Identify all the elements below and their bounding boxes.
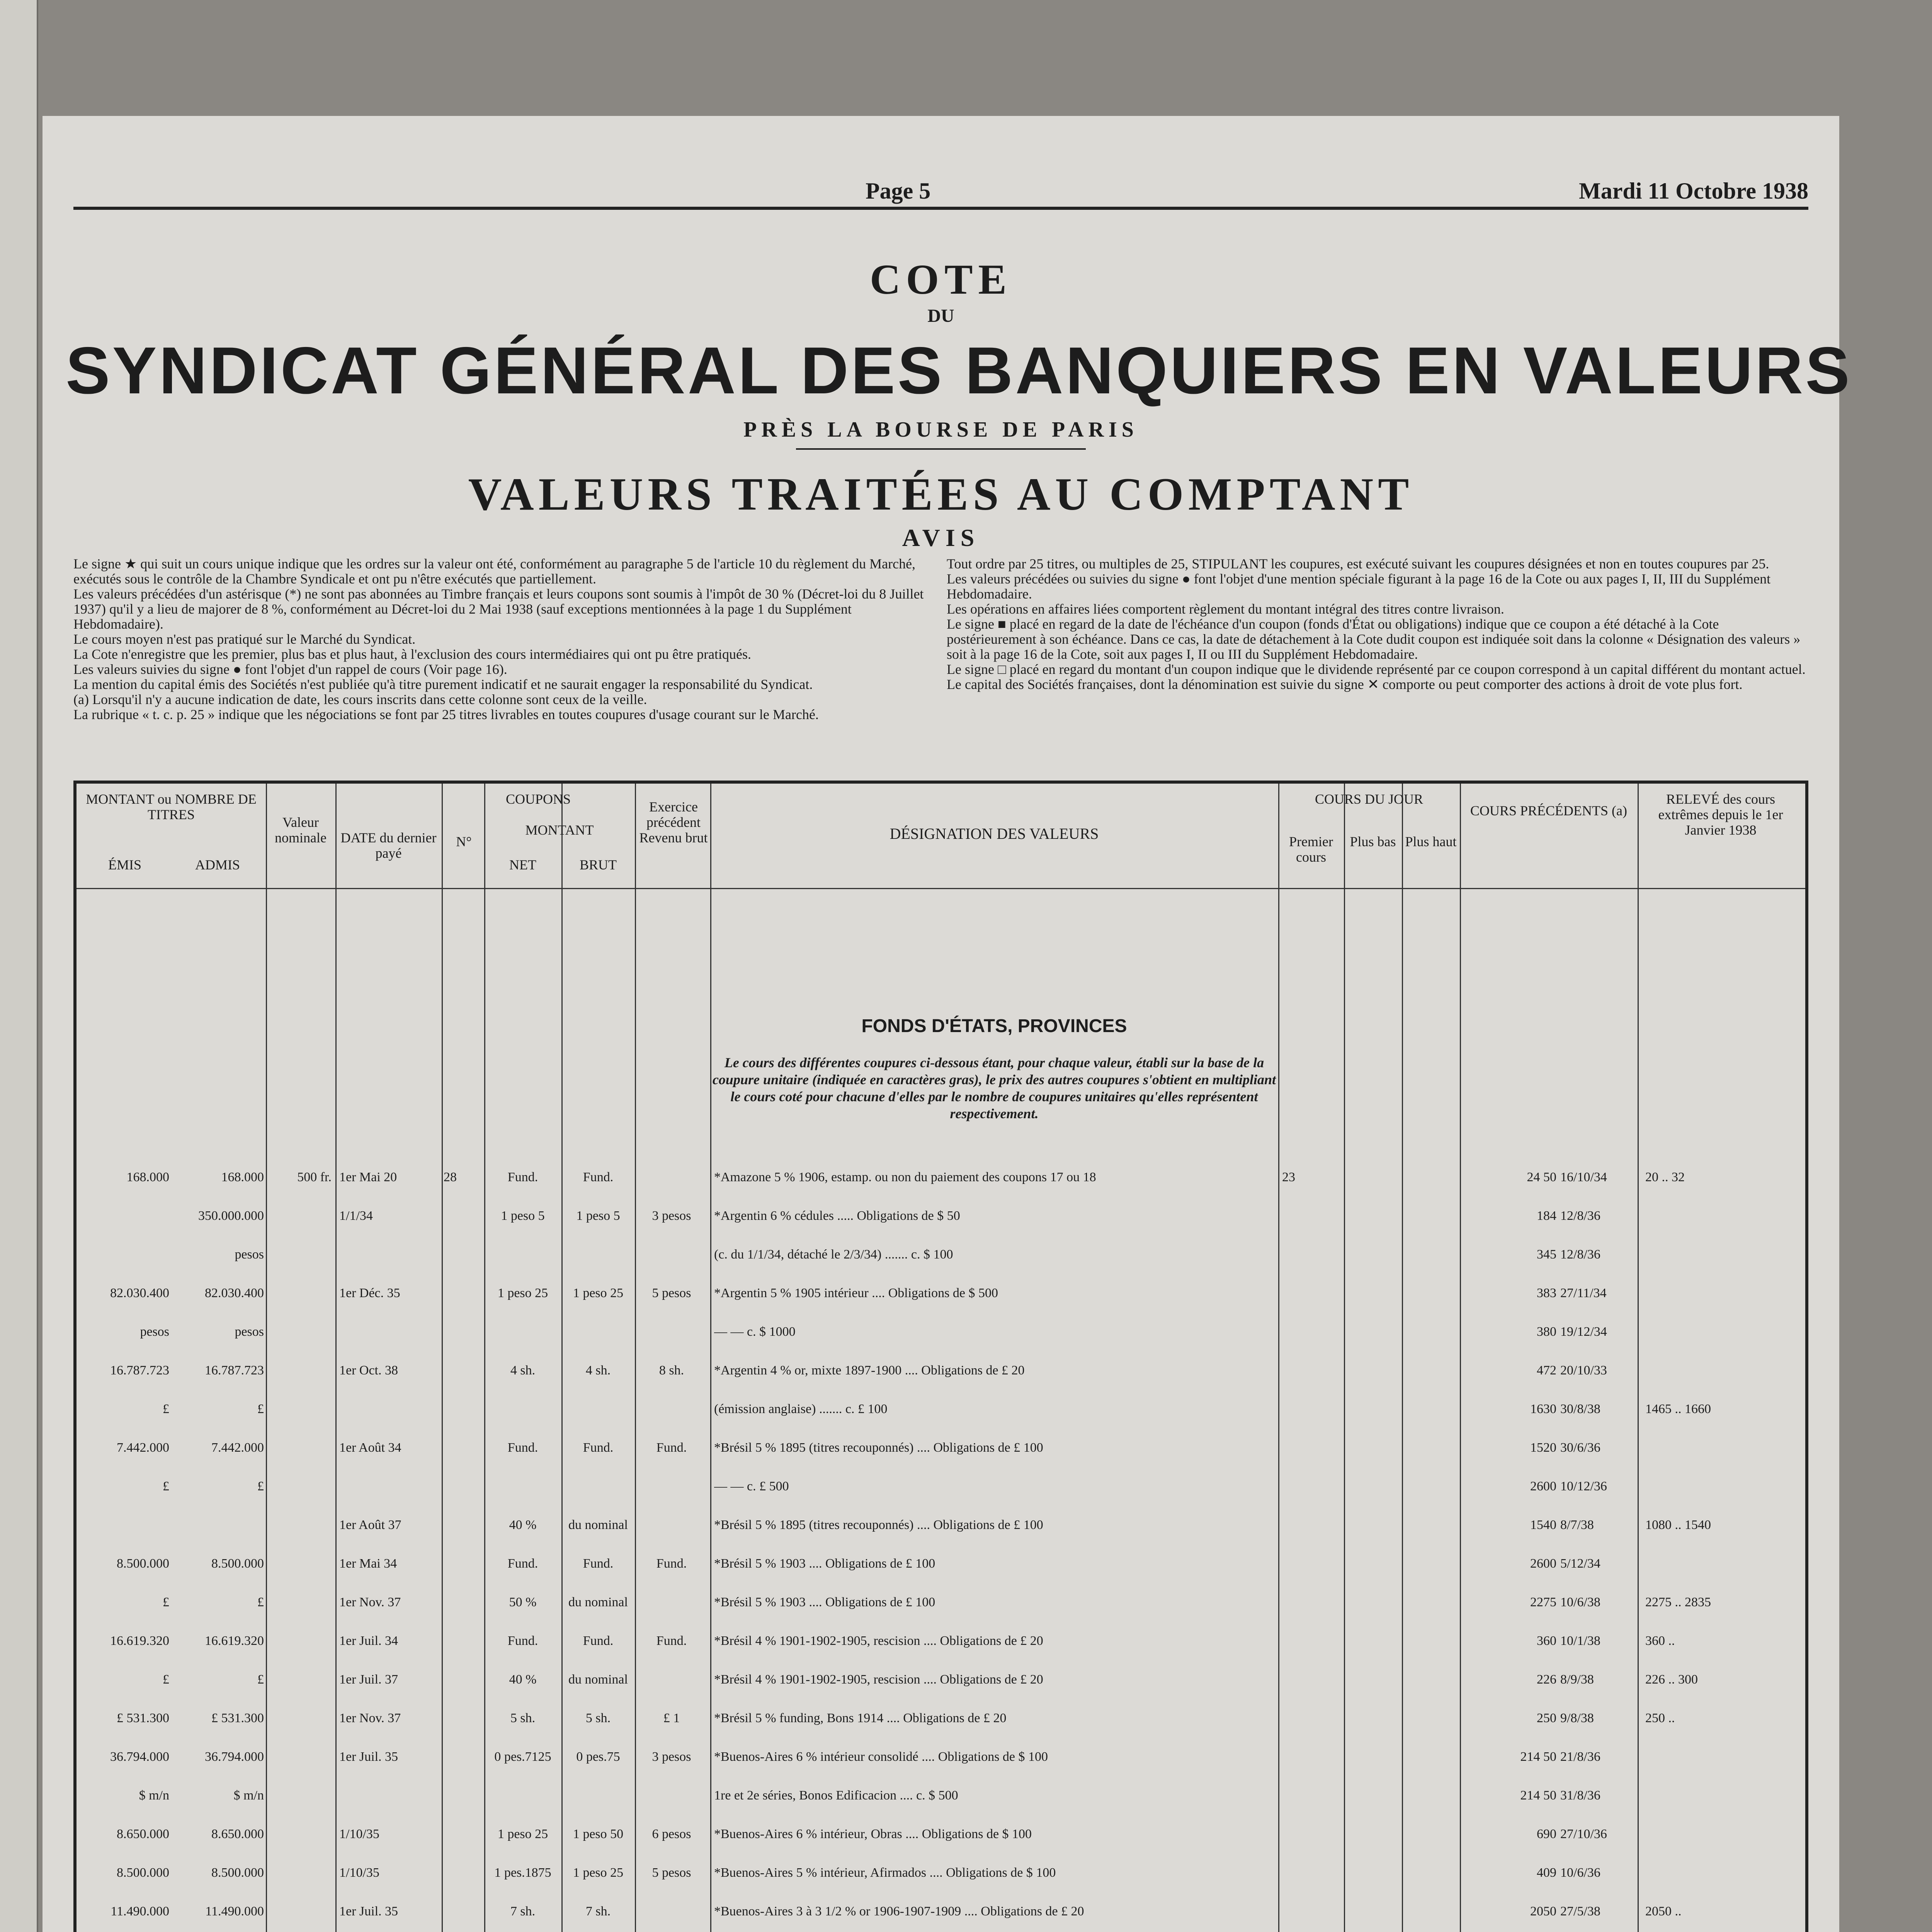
col-admis: ADMIS <box>195 857 240 872</box>
col-montant-coupon: MONTANT <box>525 822 594 838</box>
cell-des: — — c. £ 500 <box>714 1479 789 1493</box>
table-row <box>77 1672 1805 1689</box>
cell-emis: pesos <box>140 1325 169 1339</box>
cell-net: Fund. <box>507 1440 538 1455</box>
section-heading: VALEURS TRAITÉES AU COMPTANT <box>468 468 1414 520</box>
cell-date: 1/10/35 <box>339 1827 379 1841</box>
cell-net: Fund. <box>507 1556 538 1571</box>
cell-admis: 16.619.320 <box>205 1634 264 1648</box>
cell-emis: 11.490.000 <box>111 1904 169 1918</box>
cell-date: 1er Août 37 <box>339 1518 401 1532</box>
cell-rev: 6 pesos <box>652 1827 691 1841</box>
cell-des: *Argentin 4 % or, mixte 1897-1900 .... Obligations de £ 20 <box>714 1363 1025 1378</box>
cell-emis: 8.650.000 <box>117 1827 169 1841</box>
cell-brut: Fund. <box>583 1170 614 1184</box>
cell-rev: Fund. <box>656 1634 687 1648</box>
cell-date: 1er Nov. 37 <box>339 1595 401 1609</box>
col-date: DATE du dernier payé <box>340 830 437 861</box>
cell-admis: pesos <box>235 1325 264 1339</box>
cell-emis: 16.619.320 <box>110 1634 169 1648</box>
cell-des: *Brésil 5 % 1895 (titres recouponnés) .... Obligations de £ 100 <box>714 1518 1043 1532</box>
cell-pd: 27/10/36 <box>1560 1827 1607 1841</box>
cell-prec: 24 50 <box>1527 1170 1556 1184</box>
cell-pd: 9/8/38 <box>1560 1711 1594 1725</box>
cell-des: 1re et 2e séries, Bonos Edificacion .... c. $ 500 <box>714 1788 958 1803</box>
col-bas: Plus bas <box>1350 834 1396 849</box>
cell-des: (émission anglaise) ....... c. £ 100 <box>714 1402 888 1416</box>
masthead-subtitle: PRÈS LA BOURSE DE PARIS <box>743 418 1138 442</box>
cell-admis: 16.787.723 <box>205 1363 264 1378</box>
cell-brut: 0 pes.75 <box>576 1750 620 1764</box>
cell-emis: £ 531.300 <box>117 1711 169 1725</box>
cell-emis: 8.500.000 <box>117 1556 169 1571</box>
col-coupons: COUPONS <box>505 791 571 807</box>
cell-admis: $ m/n <box>233 1788 264 1803</box>
cell-pd: 10/6/36 <box>1560 1866 1600 1880</box>
cell-rel: 226 .. 300 <box>1645 1672 1698 1687</box>
cell-des: *Brésil 5 % 1903 .... Obligations de £ 100 <box>714 1595 935 1609</box>
cell-pd: 30/6/36 <box>1560 1440 1600 1455</box>
col-valeur: Valeur nominale <box>275 815 327 845</box>
cell-prec: 345 <box>1537 1247 1556 1262</box>
cell-rev: 8 sh. <box>659 1363 684 1378</box>
cell-net: 5 sh. <box>510 1711 536 1725</box>
cell-prec: 380 <box>1537 1325 1556 1339</box>
cell-emis: 82.030.400 <box>110 1286 169 1300</box>
avis-left-column <box>73 556 935 722</box>
quotation-table <box>73 781 1808 1932</box>
cell-emis: 7.442.000 <box>117 1440 169 1455</box>
table-row <box>77 1209 1805 1226</box>
cell-brut: 1 peso 5 <box>576 1209 620 1223</box>
cell-pd: 21/8/36 <box>1560 1750 1600 1764</box>
cell-admis: 11.490.000 <box>205 1904 264 1918</box>
cell-prec: 690 <box>1537 1827 1556 1841</box>
cell-prec: 2275 <box>1530 1595 1556 1609</box>
cell-rel: 2275 .. 2835 <box>1645 1595 1711 1609</box>
cell-des: *Brésil 4 % 1901-1902-1905, rescision .... Obligations de £ 20 <box>714 1672 1043 1687</box>
cell-pd: 12/8/36 <box>1560 1247 1600 1262</box>
masthead-du: DU <box>927 306 954 326</box>
section-title: FONDS D'ÉTATS, PROVINCES <box>861 1016 1127 1036</box>
cell-rel: 360 .. <box>1645 1634 1675 1648</box>
cell-rel: 1465 .. 1660 <box>1645 1402 1711 1416</box>
cell-date: 1/10/35 <box>339 1866 379 1880</box>
cell-admis: £ <box>257 1595 264 1609</box>
cell-prec: 360 <box>1537 1634 1556 1648</box>
cell-prec: 184 <box>1537 1209 1556 1223</box>
cell-pd: 16/10/34 <box>1560 1170 1607 1184</box>
avis-note: Le signe ★ qui suit un cours unique indique que les ordres sur la valeur ont été, conformément au paragraphe 5 de l'article 10 du règlement du Marché, exécutés sous le contrôle de la Chambre Syndicale et ont pu n'être exécutés que partiellement. <box>73 556 916 587</box>
cell-prec: 214 50 <box>1520 1788 1556 1803</box>
cell-prec: 409 <box>1537 1866 1556 1880</box>
cell-net: Fund. <box>507 1170 538 1184</box>
cell-des: *Argentin 5 % 1905 intérieur .... Obligations de $ 500 <box>714 1286 998 1300</box>
cell-rev: £ 1 <box>663 1711 680 1725</box>
header-bottom-rule <box>77 888 1805 889</box>
col-exercice: Exercice précédent Revenu brut <box>639 799 708 845</box>
cell-net: 0 pes.7125 <box>494 1750 551 1764</box>
cell-des: *Amazone 5 % 1906, estamp. ou non du paiement des coupons 17 ou 18 <box>714 1170 1096 1184</box>
page-number: Page 5 <box>866 178 931 204</box>
cell-emis: 36.794.000 <box>110 1750 169 1764</box>
table-row <box>77 1247 1805 1264</box>
cell-no: 28 <box>444 1170 457 1184</box>
cell-date: 1er Juil. 35 <box>339 1904 398 1918</box>
table-row <box>77 1788 1805 1805</box>
cell-pd: 27/11/34 <box>1560 1286 1607 1300</box>
cell-admis: 168.000 <box>221 1170 264 1184</box>
avis-right-column <box>947 556 1808 692</box>
cell-emis: 8.500.000 <box>117 1866 169 1880</box>
cell-prec: 2050 <box>1530 1904 1556 1918</box>
cell-pd: 10/6/38 <box>1560 1595 1600 1609</box>
cell-brut: 1 peso 50 <box>573 1827 624 1841</box>
cell-admis: 350.000.000 <box>198 1209 264 1223</box>
cell-net: 1 peso 25 <box>497 1827 548 1841</box>
cell-des: *Brésil 4 % 1901-1902-1905, rescision .... Obligations de £ 20 <box>714 1634 1043 1648</box>
cell-date: 1er Juil. 35 <box>339 1750 398 1764</box>
cell-pd: 5/12/34 <box>1560 1556 1600 1571</box>
table-row <box>77 1556 1805 1573</box>
cell-pd: 20/10/33 <box>1560 1363 1607 1378</box>
header-rule <box>73 207 1808 210</box>
cell-prec: 226 <box>1537 1672 1556 1687</box>
table-row <box>77 1363 1805 1380</box>
cell-admis: £ <box>257 1672 264 1687</box>
col-cours-jour: COURS DU JOUR <box>1315 791 1423 807</box>
cell-net: Fund. <box>507 1634 538 1648</box>
cell-brut: 7 sh. <box>585 1904 611 1918</box>
cell-date: 1/1/34 <box>339 1209 373 1223</box>
cell-prec: 2600 <box>1530 1479 1556 1493</box>
col-brut: BRUT <box>579 857 617 872</box>
cell-date: 1er Déc. 35 <box>339 1286 400 1300</box>
cell-net: 7 sh. <box>510 1904 536 1918</box>
cell-admis: 82.030.400 <box>205 1286 264 1300</box>
cell-rel: 20 .. 32 <box>1645 1170 1685 1184</box>
avis-note: Le signe ■ placé en regard de la date de l'échéance d'un coupon (fonds d'État ou obligations) indique que ce coupon a été détaché à la Cote postérieurement à son échéance. Dans ce cas, la date de détachement à la Cote dudit coupon est indiquée soit dans la colonne « Désignation des valeurs » soit à la page 16 de la Cote, soit aux pages I, II ou III du Supplément Hebdomadaire. <box>947 616 1801 662</box>
cell-pd: 8/9/38 <box>1560 1672 1594 1687</box>
cell-rel: 250 .. <box>1645 1711 1675 1725</box>
table-row <box>77 1286 1805 1303</box>
cell-admis: £ 531.300 <box>211 1711 264 1725</box>
cell-des: *Buenos-Aires 5 % intérieur, Afirmados .... Obligations de $ 100 <box>714 1866 1056 1880</box>
cell-emis: 168.000 <box>126 1170 169 1184</box>
table-row <box>77 1904 1805 1921</box>
cell-pd: 31/8/36 <box>1560 1788 1600 1803</box>
col-no: N° <box>456 834 472 849</box>
cell-rev: 5 pesos <box>652 1286 691 1300</box>
avis-note: Tout ordre par 25 titres, ou multiples de 25, STIPULANT les coupures, est exécuté suivant les coupures désignées et non en toutes coupures par 25. <box>947 556 1769 571</box>
cell-prec: 472 <box>1537 1363 1556 1378</box>
cell-net: 1 peso 5 <box>501 1209 545 1223</box>
cell-brut: Fund. <box>583 1556 614 1571</box>
cell-des: (c. du 1/1/34, détaché le 2/3/34) ....... c. $ 100 <box>714 1247 953 1262</box>
cell-admis: 7.442.000 <box>211 1440 264 1455</box>
cell-des: — — c. $ 1000 <box>714 1325 796 1339</box>
cell-date: 1er Nov. 37 <box>339 1711 401 1725</box>
avis-note: Les opérations en affaires liées comportent règlement du montant intégral des titres contre livraison. <box>947 601 1504 617</box>
cell-admis: 8.500.000 <box>211 1866 264 1880</box>
newspaper-page <box>43 116 1852 1932</box>
avis-heading: AVIS <box>902 524 980 551</box>
table-row <box>77 1479 1805 1496</box>
cell-pd: 12/8/36 <box>1560 1209 1600 1223</box>
table-row <box>77 1866 1805 1883</box>
cell-emis: £ <box>163 1672 169 1687</box>
col-premier: Premier cours <box>1289 834 1333 865</box>
masthead-cote: COTE <box>870 256 1012 303</box>
cell-prem: 23 <box>1282 1170 1295 1184</box>
cell-brut: du nominal <box>568 1518 628 1532</box>
col-montant: MONTANT ou NOMBRE DE TITRES <box>86 791 257 822</box>
cell-date: 1er Oct. 38 <box>339 1363 398 1378</box>
avis-note: La mention du capital émis des Sociétés n'est publiée qu'à titre purement indicatif et ne saurait engager la responsabilité du Syndicat. <box>73 677 813 692</box>
cell-net: 40 % <box>509 1518 537 1532</box>
cell-prec: 214 50 <box>1520 1750 1556 1764</box>
table-row <box>77 1634 1805 1651</box>
cell-prec: 2600 <box>1530 1556 1556 1571</box>
col-precedents: COURS PRÉCÉDENTS (a) <box>1470 803 1628 818</box>
cell-rev: 5 pesos <box>652 1866 691 1880</box>
col-net: NET <box>509 857 536 872</box>
cell-net: 50 % <box>509 1595 537 1609</box>
cell-rel: 1080 .. 1540 <box>1645 1518 1711 1532</box>
cell-brut: 4 sh. <box>585 1363 611 1378</box>
avis-note: Le signe □ placé en regard du montant d'un coupon indique que le dividende représenté par ce coupon correspond à un capital différent du montant actuel. <box>947 662 1806 677</box>
table-row <box>77 1595 1805 1612</box>
cell-date: 1er Août 34 <box>339 1440 401 1455</box>
avis-note: (a) Lorsqu'il n'y a aucune indication de date, les cours inscrits dans cette colonne sont ceux de la veille. <box>73 692 647 707</box>
adjacent-page-edge <box>0 0 38 1932</box>
cell-des: *Buenos-Aires 6 % intérieur consolidé .... Obligations de $ 100 <box>714 1750 1048 1764</box>
cell-net: 40 % <box>509 1672 537 1687</box>
cell-pd: 10/1/38 <box>1560 1634 1600 1648</box>
cell-emis: £ <box>163 1479 169 1493</box>
cell-pd: 19/12/34 <box>1560 1325 1607 1339</box>
col-releve: RELEVÉ des cours extrêmes depuis le 1er Janvier 1938 <box>1658 791 1783 838</box>
col-haut: Plus haut <box>1405 834 1457 849</box>
cell-prec: 1520 <box>1530 1440 1556 1455</box>
table-row <box>77 1440 1805 1458</box>
cell-des: *Brésil 5 % 1895 (titres recouponnés) .... Obligations de £ 100 <box>714 1440 1043 1455</box>
col-designation: DÉSIGNATION DES VALEURS <box>889 825 1099 842</box>
cell-admis: £ <box>257 1479 264 1493</box>
cell-des: *Buenos-Aires 6 % intérieur, Obras .... Obligations de $ 100 <box>714 1827 1032 1841</box>
table-row <box>77 1711 1805 1728</box>
title-rule <box>796 448 1086 450</box>
cell-prec: 1630 <box>1530 1402 1556 1416</box>
cell-emis: 16.787.723 <box>110 1363 169 1378</box>
cell-admis: pesos <box>235 1247 264 1262</box>
cell-pd: 8/7/38 <box>1560 1518 1594 1532</box>
cell-rev: Fund. <box>656 1440 687 1455</box>
cell-net: 1 pes.1875 <box>494 1866 551 1880</box>
cell-des: *Brésil 5 % 1903 .... Obligations de £ 100 <box>714 1556 935 1571</box>
cell-rev: 3 pesos <box>652 1750 691 1764</box>
cell-net: 4 sh. <box>510 1363 536 1378</box>
cell-emis: £ <box>163 1402 169 1416</box>
cell-des: *Brésil 5 % funding, Bons 1914 .... Obligations de £ 20 <box>714 1711 1007 1725</box>
cell-brut: 1 peso 25 <box>573 1866 624 1880</box>
cell-pd: 30/8/38 <box>1560 1402 1600 1416</box>
cell-emis: $ m/n <box>139 1788 169 1803</box>
cell-prec: 1540 <box>1530 1518 1556 1532</box>
cell-emis: £ <box>163 1595 169 1609</box>
cell-brut: 5 sh. <box>585 1711 611 1725</box>
cell-rev: 3 pesos <box>652 1209 691 1223</box>
col-emis: ÉMIS <box>108 857 141 872</box>
cell-admis: 36.794.000 <box>205 1750 264 1764</box>
cell-brut: du nominal <box>568 1595 628 1609</box>
section-intro: Le cours des différentes coupures ci-dessous étant, pour chaque valeur, établi sur la base de la coupure unitaire (indiquée en caractères gras), le prix des autres coupures s'obtient en multipliant le cours coté pour chacune d'elles par le nombre de coupures unitaires qu'elles représentent respectivement. <box>712 1055 1276 1121</box>
cell-admis: 8.650.000 <box>211 1827 264 1841</box>
cell-date: 1er Mai 34 <box>339 1556 397 1571</box>
issue-date: Mardi 11 Octobre 1938 <box>1579 178 1808 204</box>
table-row <box>77 1827 1805 1844</box>
cell-des: *Argentin 6 % cédules ..... Obligations de $ 50 <box>714 1209 960 1223</box>
table-row <box>77 1518 1805 1535</box>
cell-admis: 8.500.000 <box>211 1556 264 1571</box>
avis-note: Les valeurs précédées ou suivies du signe ● font l'objet d'une mention spéciale figurant à la page 16 de la Cote ou aux pages I, II, III du Supplément Hebdomadaire. <box>947 571 1771 602</box>
cell-prec: 383 <box>1537 1286 1556 1300</box>
avis-note: Les valeurs suivies du signe ● font l'objet d'un rappel de cours (Voir page 16). <box>73 662 507 677</box>
cell-rev: Fund. <box>656 1556 687 1571</box>
table-row <box>77 1170 1805 1187</box>
cell-des: *Buenos-Aires 3 à 3 1/2 % or 1906-1907-1909 .... Obligations de £ 20 <box>714 1904 1084 1918</box>
cell-brut: Fund. <box>583 1440 614 1455</box>
avis-note: La rubrique « t. c. p. 25 » indique que les négociations se font par 25 titres livrables en toutes coupures d'usage courant sur le Marché. <box>73 707 819 722</box>
avis-note: La Cote n'enregistre que les premier, plus bas et plus haut, à l'exclusion des cours intermédiaires qui ont pu être pratiqués. <box>73 646 752 662</box>
cell-net: 1 peso 25 <box>497 1286 548 1300</box>
cell-rel: 2050 .. <box>1645 1904 1682 1918</box>
masthead-title: SYNDICAT GÉNÉRAL DES BANQUIERS EN VALEURS <box>66 333 1852 408</box>
cell-pd: 27/5/38 <box>1560 1904 1600 1918</box>
cell-date: 1er Mai 20 <box>339 1170 397 1184</box>
cell-brut: 1 peso 25 <box>573 1286 624 1300</box>
table-row <box>77 1750 1805 1767</box>
avis-note: Le capital des Sociétés françaises, dont la dénomination est suivie du signe ✕ comporte ou peut comporter des actions à droit de vote plus fort. <box>947 677 1743 692</box>
avis-note: Le cours moyen n'est pas pratiqué sur le Marché du Syndicat. <box>73 631 416 647</box>
cell-brut: du nominal <box>568 1672 628 1687</box>
cell-pd: 10/12/36 <box>1560 1479 1607 1493</box>
table-row <box>77 1325 1805 1342</box>
avis-note: Les valeurs précédées d'un astérisque (*) ne sont pas abonnées au Timbre français et leurs coupons sont soumis à l'impôt de 30 % (Décret-loi du 8 Juillet 1937) qu'il y a lieu de majorer de 8 %, conformément au Décret-loi du 2 Mai 1938 (sauf exceptions mentionnées à la page 1 du Supplément Hebdomadaire). <box>73 586 924 632</box>
cell-prec: 250 <box>1537 1711 1556 1725</box>
cell-date: 1er Juil. 34 <box>339 1634 398 1648</box>
cell-admis: £ <box>257 1402 264 1416</box>
cell-brut: Fund. <box>583 1634 614 1648</box>
cell-val: 500 fr. <box>297 1170 332 1184</box>
cell-date: 1er Juil. 37 <box>339 1672 398 1687</box>
table-row <box>77 1402 1805 1419</box>
